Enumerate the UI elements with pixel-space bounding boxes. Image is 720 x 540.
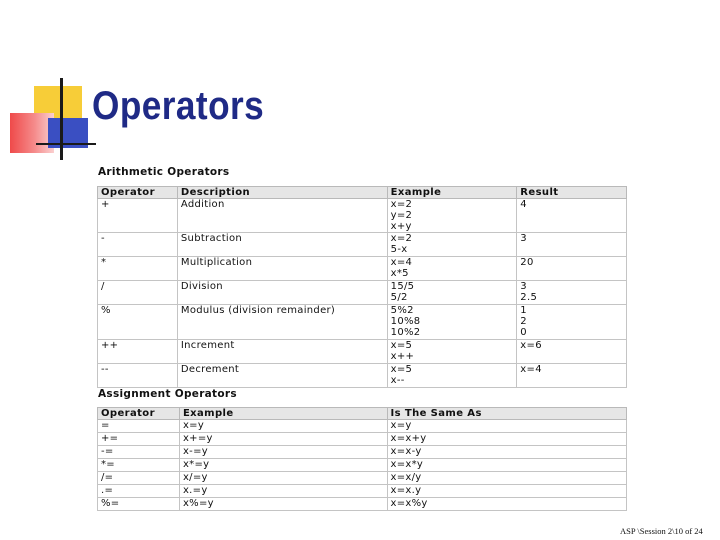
description-cell: Subtraction bbox=[177, 233, 387, 257]
operator-cell: * bbox=[98, 257, 178, 281]
same-as-cell: x=x/y bbox=[387, 472, 626, 485]
table-row bbox=[98, 472, 627, 485]
assignment-operators-table bbox=[97, 407, 627, 511]
table-row bbox=[98, 485, 627, 498]
same-as-cell: x=x-y bbox=[387, 446, 626, 459]
example-cell: 5%2 10%8 10%2 bbox=[387, 305, 517, 340]
example-cell: x%=y bbox=[179, 498, 387, 511]
example-cell: x=5 x++ bbox=[387, 340, 517, 364]
column-header: Example bbox=[387, 187, 517, 199]
example-cell: 15/5 5/2 bbox=[387, 281, 517, 305]
description-cell: Division bbox=[177, 281, 387, 305]
assignment-section-title: Assignment Operators bbox=[98, 388, 237, 400]
example-cell: x/=y bbox=[179, 472, 387, 485]
example-cell: x+=y bbox=[179, 433, 387, 446]
table-row bbox=[98, 364, 627, 388]
example-cell: x-=y bbox=[179, 446, 387, 459]
same-as-cell: x=x%y bbox=[387, 498, 626, 511]
description-cell: Modulus (division remainder) bbox=[177, 305, 387, 340]
same-as-cell: x=x+y bbox=[387, 433, 626, 446]
table-row bbox=[98, 459, 627, 472]
slide-title: Operators bbox=[92, 84, 265, 128]
table-row bbox=[98, 305, 627, 340]
example-cell: x=4 x*5 bbox=[387, 257, 517, 281]
table-header-row bbox=[98, 187, 627, 199]
operator-cell: + bbox=[98, 199, 178, 233]
same-as-cell: x=x.y bbox=[387, 485, 626, 498]
table-row bbox=[98, 433, 627, 446]
table-row bbox=[98, 233, 627, 257]
column-header: Result bbox=[517, 187, 627, 199]
result-cell: 3 bbox=[517, 233, 627, 257]
arithmetic-section-title: Arithmetic Operators bbox=[98, 166, 230, 178]
description-cell: Increment bbox=[177, 340, 387, 364]
example-cell: x=y bbox=[179, 420, 387, 433]
operator-cell: /= bbox=[98, 472, 180, 485]
table-row bbox=[98, 420, 627, 433]
table-row bbox=[98, 257, 627, 281]
table-row bbox=[98, 498, 627, 511]
example-cell: x=2 5-x bbox=[387, 233, 517, 257]
decor-vertical-line bbox=[60, 78, 63, 160]
operator-cell: += bbox=[98, 433, 180, 446]
table-row bbox=[98, 281, 627, 305]
operator-cell: % bbox=[98, 305, 178, 340]
decor-horizontal-line bbox=[36, 143, 96, 145]
description-cell: Multiplication bbox=[177, 257, 387, 281]
table-row bbox=[98, 446, 627, 459]
operator-cell: ++ bbox=[98, 340, 178, 364]
arithmetic-operators-table bbox=[97, 186, 627, 388]
same-as-cell: x=x*y bbox=[387, 459, 626, 472]
result-cell: 4 bbox=[517, 199, 627, 233]
table-header-row bbox=[98, 408, 627, 420]
description-cell: Decrement bbox=[177, 364, 387, 388]
operator-cell: - bbox=[98, 233, 178, 257]
operator-cell: .= bbox=[98, 485, 180, 498]
same-as-cell: x=y bbox=[387, 420, 626, 433]
column-header: Description bbox=[177, 187, 387, 199]
example-cell: x.=y bbox=[179, 485, 387, 498]
result-cell: 1 2 0 bbox=[517, 305, 627, 340]
operator-cell: = bbox=[98, 420, 180, 433]
result-cell: x=4 bbox=[517, 364, 627, 388]
result-cell: 20 bbox=[517, 257, 627, 281]
result-cell: x=6 bbox=[517, 340, 627, 364]
column-header: Operator bbox=[98, 408, 180, 420]
column-header: Operator bbox=[98, 187, 178, 199]
operator-cell: -= bbox=[98, 446, 180, 459]
table-row bbox=[98, 199, 627, 233]
description-cell: Addition bbox=[177, 199, 387, 233]
operator-cell: *= bbox=[98, 459, 180, 472]
slide-footer: ASP \Session 2\10 of 24 bbox=[620, 526, 703, 536]
column-header: Example bbox=[179, 408, 387, 420]
example-cell: x=5 x-- bbox=[387, 364, 517, 388]
result-cell: 3 2.5 bbox=[517, 281, 627, 305]
operator-cell: / bbox=[98, 281, 178, 305]
table-row bbox=[98, 340, 627, 364]
example-cell: x*=y bbox=[179, 459, 387, 472]
operator-cell: -- bbox=[98, 364, 178, 388]
column-header: Is The Same As bbox=[387, 408, 626, 420]
example-cell: x=2 y=2 x+y bbox=[387, 199, 517, 233]
operator-cell: %= bbox=[98, 498, 180, 511]
